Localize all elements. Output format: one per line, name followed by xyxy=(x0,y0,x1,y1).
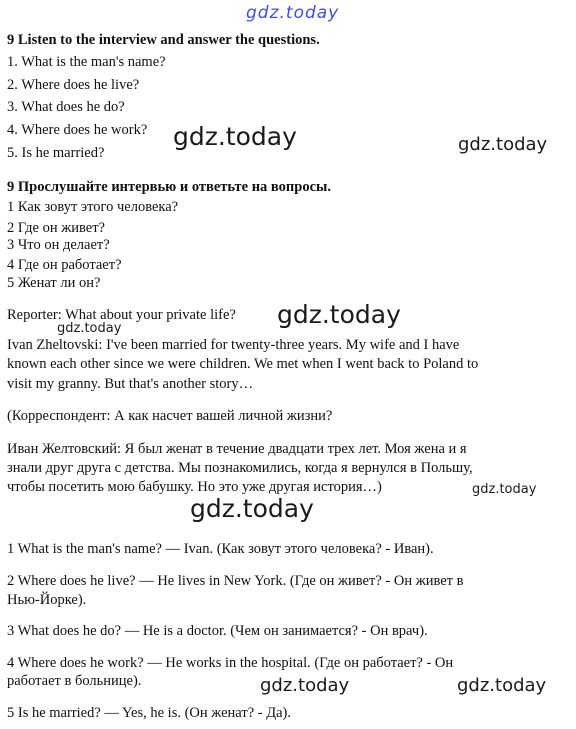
question-en-4: 4. Where does he work? xyxy=(7,122,148,138)
question-ru-3: 3 Что он делает? xyxy=(7,237,110,253)
question-en-2: 2. Where does he live? xyxy=(7,77,140,93)
watermark: gdz.today xyxy=(260,675,350,696)
question-en-1: 1. What is the man's name? xyxy=(7,54,166,70)
watermark: gdz.today xyxy=(458,134,548,155)
answer-1: 1 What is the man's name? — Ivan. (Как зовут этого человека? - Иван). xyxy=(7,541,434,557)
answer-2: 2 Where does he live? — He lives in New York. (Где он живет? - Он живет в xyxy=(7,573,464,589)
question-en-5: 5. Is he married? xyxy=(7,145,105,161)
question-en-3: 3. What does he do? xyxy=(7,99,125,115)
dialogue-ru-line-2: знали друг друга с детства. Мы познакомились, когда я вернулся в Польшу, xyxy=(7,460,473,476)
dialogue-en-reporter: Reporter: What about your private life? xyxy=(7,307,236,323)
answer-2-cont: Нью-Йорке). xyxy=(7,592,87,608)
dialogue-en-line-2: known each other since we were children. We met when I went back to Poland to xyxy=(7,356,479,372)
answer-3: 3 What does he do? — He is a doctor. (Чем он занимается? - Он врач). xyxy=(7,623,428,639)
answer-4: 4 Where does he work? — He works in the hospital. (Где он работает? - Он xyxy=(7,655,454,671)
watermark: gdz.today xyxy=(277,300,401,329)
answer-5: 5 Is he married? — Yes, he is. (Он женат? - Да). xyxy=(7,705,291,721)
dialogue-ru-line-3: чтобы посетить мою бабушку. Но это уже другая история…) xyxy=(7,479,382,495)
task-heading-ru: 9 Прослушайте интервью и ответьте на вопросы. xyxy=(7,179,331,195)
watermark-top: gdz.today xyxy=(246,3,340,23)
task-heading-en: 9 Listen to the interview and answer the questions. xyxy=(7,32,320,48)
question-ru-1: 1 Как зовут этого человека? xyxy=(7,199,179,215)
answer-4-cont: работает в больнице). xyxy=(7,673,142,689)
watermark: gdz.today xyxy=(190,494,314,523)
dialogue-ru-reporter: (Корреспондент: А как насчет вашей личной жизни? xyxy=(7,408,333,424)
watermark: gdz.today xyxy=(457,675,547,696)
dialogue-ru-line-1: Иван Желтовский: Я был женат в течение двадцати трех лет. Моя жена и я xyxy=(7,441,467,457)
dialogue-en-line-3: visit my granny. But that's another story… xyxy=(7,376,254,392)
watermark: gdz.today xyxy=(57,321,122,336)
dialogue-en-line-1: Ivan Zheltovski: I've been married for twenty-three years. My wife and I have xyxy=(7,337,460,353)
question-ru-2: 2 Где он живет? xyxy=(7,220,105,236)
watermark: gdz.today xyxy=(472,482,537,497)
question-ru-4: 4 Где он работает? xyxy=(7,257,122,273)
watermark: gdz.today xyxy=(173,122,297,151)
question-ru-5: 5 Женат ли он? xyxy=(7,275,101,291)
